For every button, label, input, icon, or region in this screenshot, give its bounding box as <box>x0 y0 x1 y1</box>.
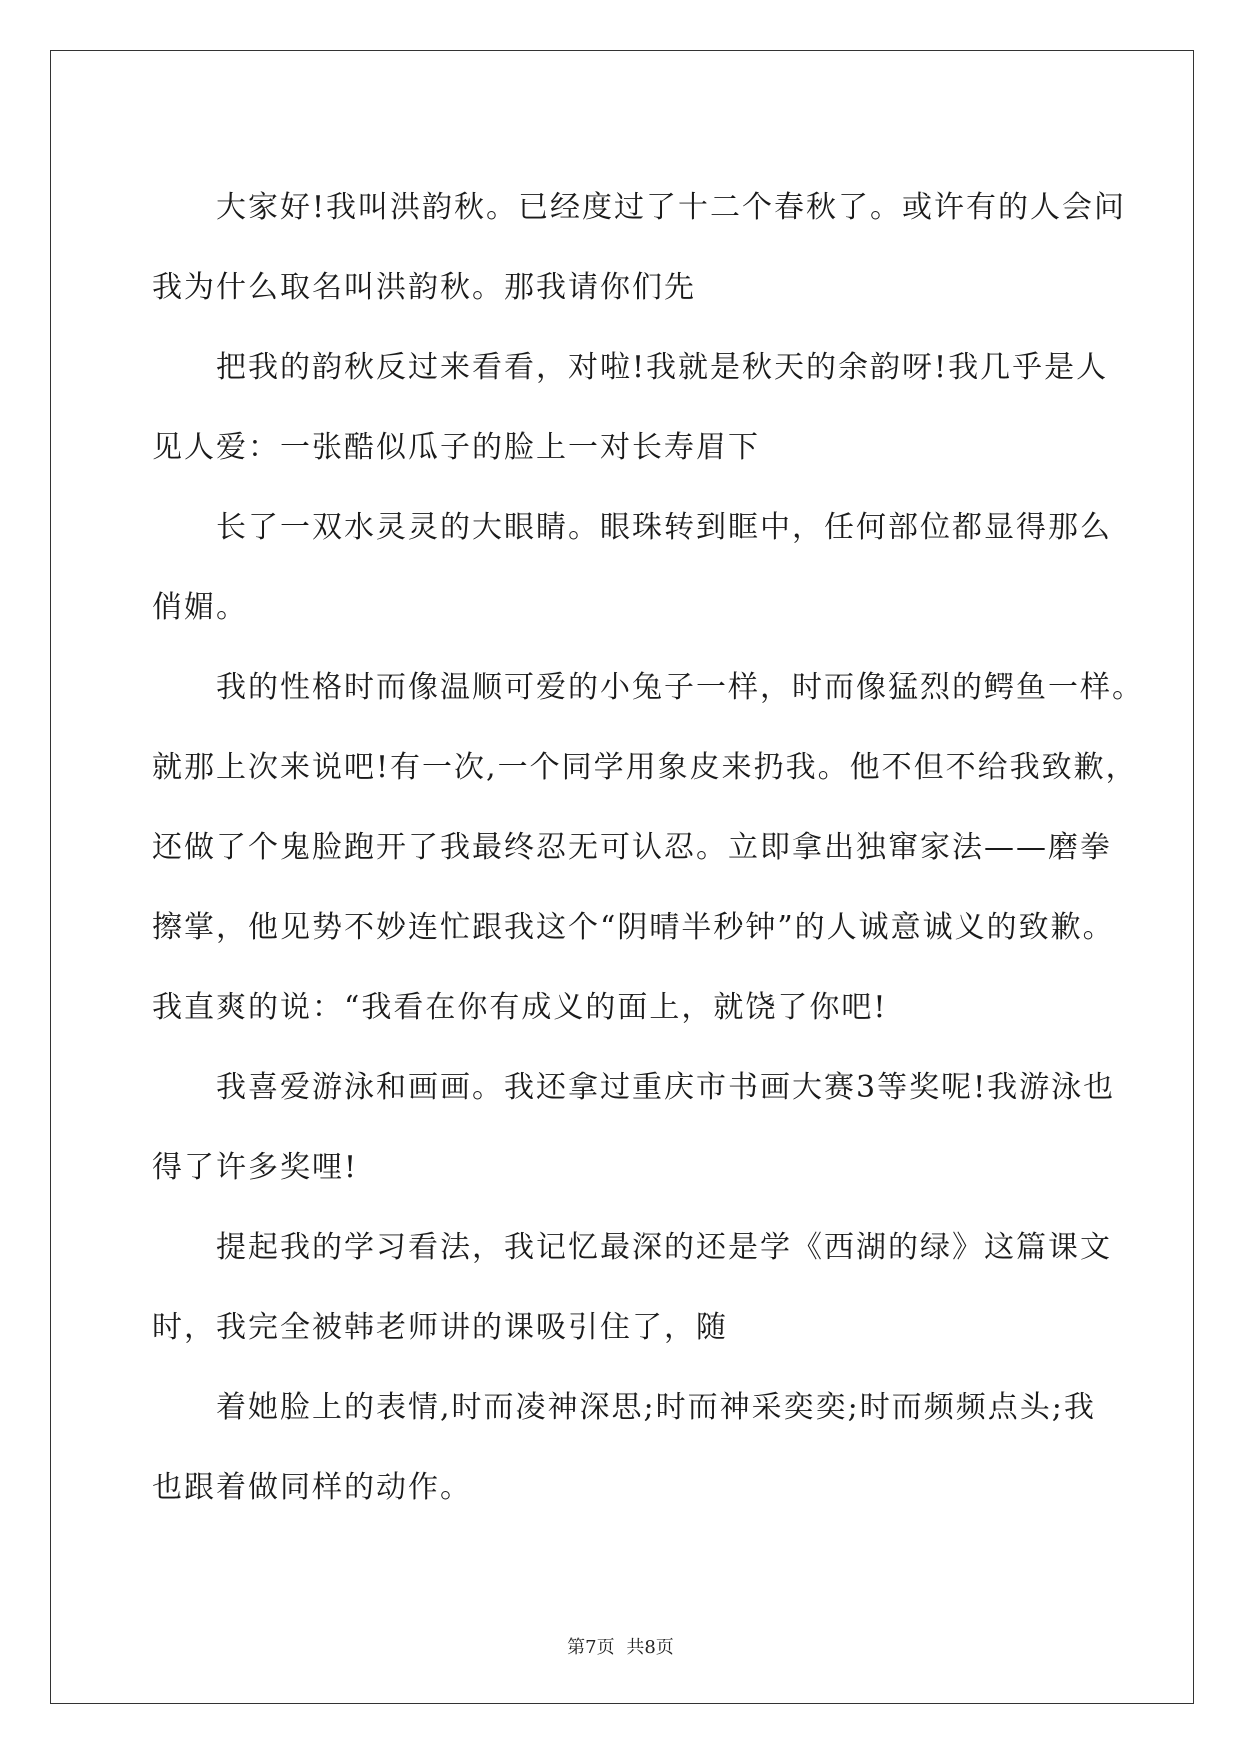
paragraph-2 <box>152 328 1109 488</box>
paragraph-line: 也跟着做同样的动作。 <box>152 1470 472 1505</box>
paragraph-line: 我直爽的说：“我看在你有成义的面上，就饶了你吧! <box>152 990 888 1025</box>
paragraph-line: 我的性格时而像温顺可爱的小兔子一样，时而像猛烈的鳄鱼一样。 <box>216 670 1144 705</box>
paragraph-line: 擦掌，他见势不妙连忙跟我这个“阴晴半秒钟”的人诚意诚义的致歉。 <box>152 910 1115 945</box>
paragraph-line: 大家好!我叫洪韵秋。已经度过了十二个春秋了。或许有的人会问 <box>216 190 1127 225</box>
paragraph-4 <box>152 648 1144 1048</box>
paragraph-line: 提起我的学习看法，我记忆最深的还是学《西湖的绿》这篇课文 <box>216 1230 1112 1265</box>
paragraph-line: 还做了个鬼脸跑开了我最终忍无可认忍。立即拿出独窜家法——磨拳 <box>152 830 1112 865</box>
paragraph-line: 我喜爱游泳和画画。我还拿过重庆市书画大赛3等奖呢!我游泳也 <box>216 1070 1116 1105</box>
page-footer <box>0 1633 1241 1659</box>
paragraph-6 <box>152 1208 1112 1368</box>
paragraph-line: 得了许多奖哩! <box>152 1150 359 1185</box>
paragraph-line: 我为什么取名叫洪韵秋。那我请你们先 <box>152 270 696 305</box>
paragraph-line: 见人爱：一张酷似瓜子的脸上一对长寿眉下 <box>152 430 760 465</box>
page-number: 第7页 <box>567 1637 615 1658</box>
paragraph-3 <box>152 488 1112 648</box>
paragraph-1 <box>152 168 1127 328</box>
paragraph-7 <box>152 1368 1096 1528</box>
page-total: 共8页 <box>626 1637 674 1658</box>
document-body <box>152 168 1144 1528</box>
paragraph-line: 把我的韵秋反过来看看，对啦!我就是秋天的余韵呀!我几乎是人 <box>216 350 1109 385</box>
paragraph-5 <box>152 1048 1116 1208</box>
paragraph-line: 时，我完全被韩老师讲的课吸引住了，随 <box>152 1310 728 1345</box>
paragraph-line: 就那上次来说吧!有一次,一个同学用象皮来扔我。他不但不给我致歉， <box>152 750 1138 785</box>
paragraph-line: 长了一双水灵灵的大眼睛。眼珠转到眶中，任何部位都显得那么 <box>216 510 1112 545</box>
paragraph-line: 着她脸上的表情,时而凌神深思;时而神采奕奕;时而频频点头;我 <box>216 1390 1096 1425</box>
paragraph-line: 俏媚。 <box>152 590 248 625</box>
